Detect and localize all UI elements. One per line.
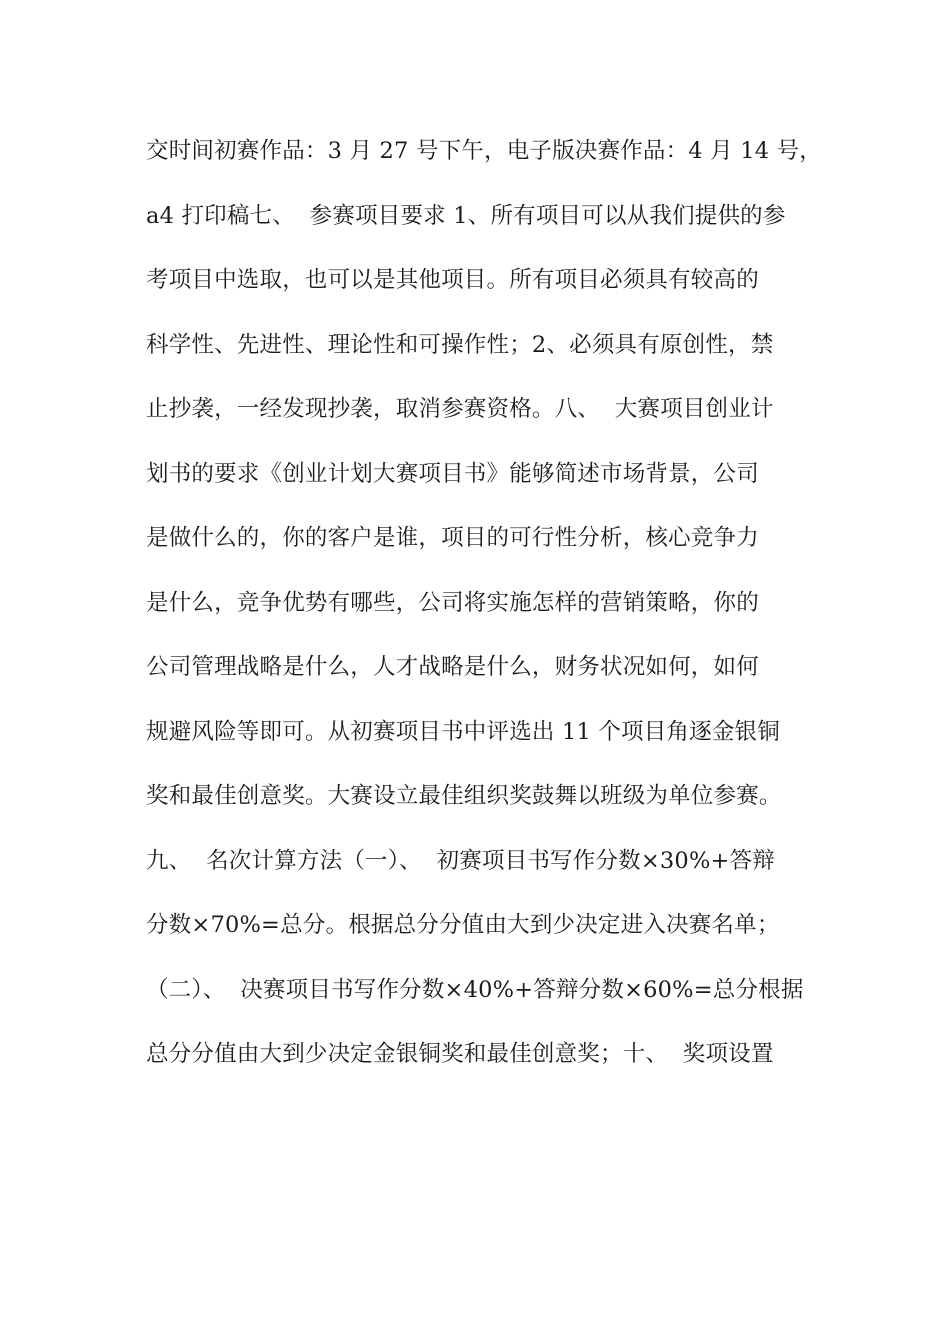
text-line-2: a4 打印稿七、 参赛项目要求 1、所有项目可以从我们提供的参	[146, 202, 786, 229]
text-line-12: 九、 名次计算方法（一）、 初赛项目书写作分数×30%+答辩	[146, 847, 775, 874]
text-line-13: 分数×70%=总分。根据总分分值由大到少决定进入决赛名单；	[146, 912, 780, 938]
text-line-7: 是做什么的，你的客户是谁，项目的可行性分析，核心竞争力	[146, 525, 759, 551]
text-line-15: 总分分值由大到少决定金银铜奖和最佳创意奖；十、 奖项设置	[146, 1041, 774, 1067]
text-line-3: 考项目中选取，也可以是其他项目。所有项目必须具有较高的	[146, 267, 759, 293]
text-line-9: 公司管理战略是什么，人才战略是什么，财务状况如何，如何	[146, 654, 759, 680]
body-text	[146, 127, 826, 1095]
text-line-10: 规避风险等即可。从初赛项目书中评选出 11 个项目角逐金银铜	[146, 718, 780, 745]
text-line-6: 划书的要求《创业计划大赛项目书》能够简述市场背景，公司	[146, 460, 759, 487]
text-line-11: 奖和最佳创意奖。大赛设立最佳组织奖鼓舞以班级为单位参赛。	[146, 783, 782, 809]
text-line-4: 科学性、先进性、理论性和可操作性；2、必须具有原创性，禁	[146, 331, 774, 358]
text-line-5: 止抄袭，一经发现抄袭，取消参赛资格。八、 大赛项目创业计	[146, 396, 774, 422]
text-line-1: 交时间初赛作品：3 月 27 号下午，电子版决赛作品：4 月 14 号，	[146, 138, 823, 164]
text-line-8: 是什么，竞争优势有哪些，公司将实施怎样的营销策略，你的	[146, 589, 759, 616]
text-line-14: （二）、 决赛项目书写作分数×40%+答辩分数×60%=总分根据	[146, 976, 804, 1003]
